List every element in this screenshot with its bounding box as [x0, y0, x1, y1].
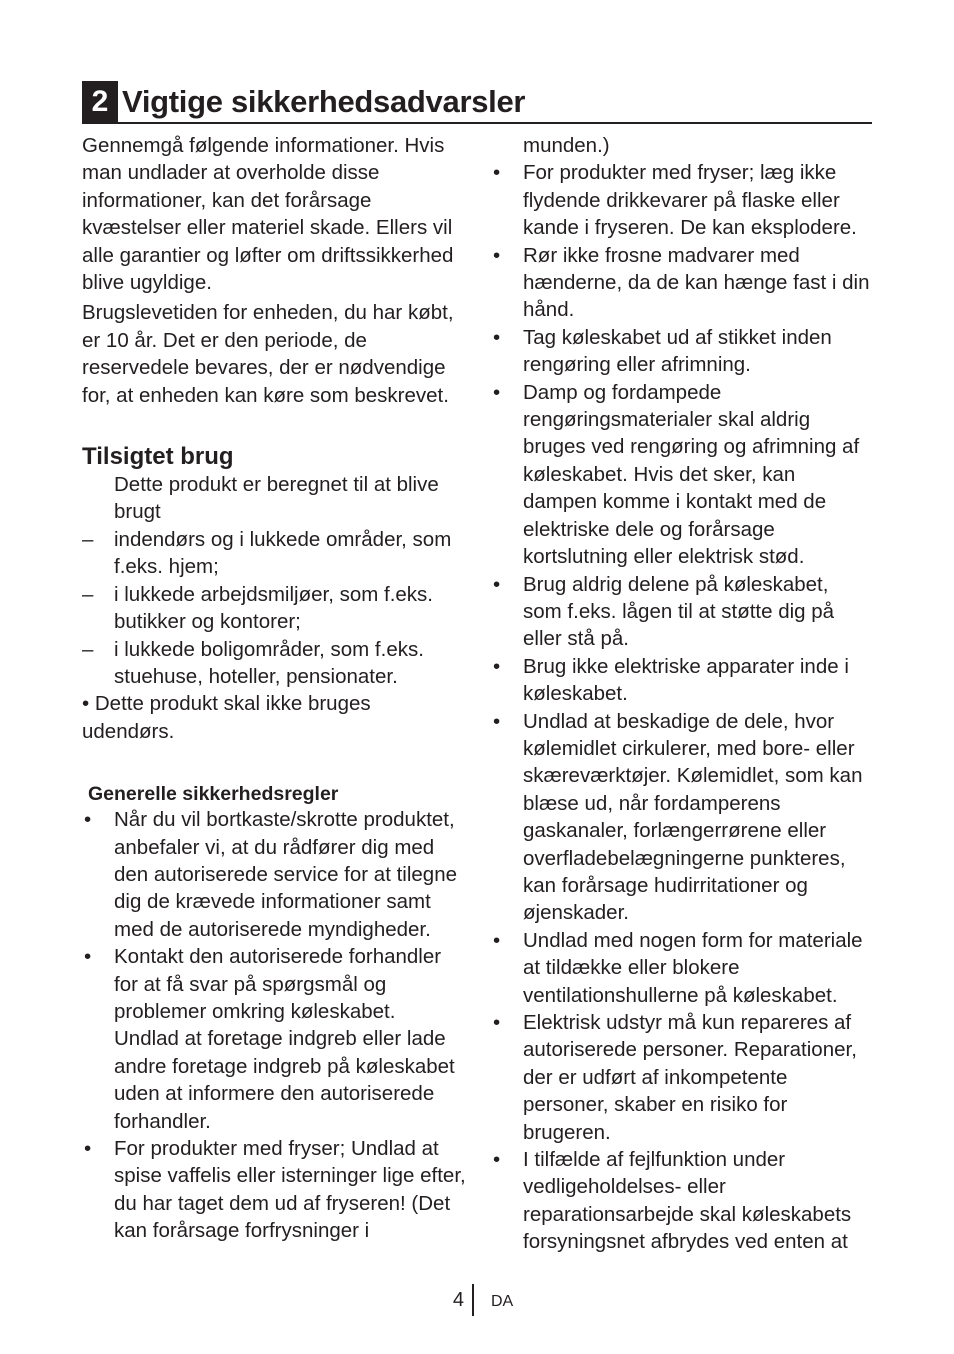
general-safety-heading: Generelle sikkerhedsregler	[88, 783, 339, 806]
list-item: • Elektrisk udstyr må kun repareres af autoriserede personer. Reparationer, der er udført af inkompetente personer, skaber en risiko for brugeren.	[491, 1009, 871, 1146]
list-item: • I tilfælde af fejlfunktion under vedligeholdelses- eller reparationsarbejde skal køleskabets forsyningsnet afbrydes ved enten at	[491, 1146, 871, 1256]
language-code: DA	[491, 1293, 514, 1310]
intro-paragraph: Gennemgå følgende informationer. Hvis man undlader at overholde disse informationer, kan det forårsage kvæstelser eller materiel skade. Ellers vil alle garantier og løfter om driftssikkerhed blive ugyldige.	[82, 134, 454, 295]
lifetime-paragraph: Brugslevetiden for enheden, du har købt, er 10 år. Det er den periode, de reservedele bevares, der er nødvendige for, at enheden kan køre som beskrevet.	[82, 301, 454, 407]
section-header	[82, 78, 872, 124]
list-item: • Rør ikke frosne madvarer med hænderne, da de kan hænge fast i din hånd.	[491, 242, 871, 324]
list-item: • For produkter med fryser; Undlad at spise vaffelis eller isterninger lige efter, du har taget dem ud af fryseren! (Det kan forårsage forfrysninger i	[82, 1135, 466, 1245]
outdoor-note: • Dette produkt skal ikke bruges udendørs.	[82, 692, 371, 743]
list-item: • Undlad med nogen form for materiale at tildække eller blokere ventilationshullerne på køleskabet.	[491, 927, 871, 1009]
list-item: • Når du vil bortkaste/skrotte produktet, anbefaler vi, at du rådfører dig med den autoriserede service for at tilegne dig de krævede informationer samt med de autoriserede myndigheder.	[82, 806, 466, 943]
intended-use-list	[82, 526, 466, 690]
list-item: • Damp og fordampede rengøringsmaterialer skal aldrig bruges ved rengøring og afrimning af køleskabet. Hvis det sker, kan dampen komme i kontakt med de elektriske dele og forårsage kortslutning eller elektrisk stød.	[491, 379, 871, 571]
continuation-text: munden.)	[523, 134, 610, 157]
intended-use-lead: Dette produkt er beregnet til at blive brugt	[114, 473, 439, 524]
list-item: • Undlad at beskadige de dele, hvor kølemidlet cirkulerer, med bore- eller skæreværktøjer. Kølemidlet, som kan blæse ud, når fordamperens gaskanaler, forlængerrørene eller overfladebelægningerne punkteres, kan forårsage hudirritationer og øjenskader.	[491, 708, 871, 927]
section-title: Vigtige sikkerhedsadvarsler	[122, 84, 526, 119]
safety-list	[491, 159, 871, 1255]
page-number: 4	[452, 1289, 464, 1311]
list-item: • Tag køleskabet ud af stikket inden rengøring eller afrimning.	[491, 324, 871, 379]
footer-divider	[472, 1284, 474, 1316]
section-number: 2	[82, 81, 118, 122]
right-column	[491, 132, 871, 1256]
list-item: • Brug ikke elektriske apparater inde i køleskabet.	[491, 653, 871, 708]
list-item: • For produkter med fryser; læg ikke flydende drikkevarer på flaske eller kande i fryseren. De kan eksplodere.	[491, 159, 871, 241]
list-item: – i lukkede arbejdsmiljøer, som f.eks. butikker og kontorer;	[82, 581, 466, 636]
page-footer	[0, 1284, 954, 1316]
list-item: • Kontakt den autoriserede forhandler for at få svar på spørgsmål og problemer omkring køleskabet. Undlad at foretage indgreb eller lade andre foretage indgreb på køleskabet uden at informere den autoriserede forhandler.	[82, 943, 466, 1135]
general-safety-list	[82, 806, 466, 1245]
intended-use-heading: Tilsigtet brug	[82, 443, 234, 471]
left-column	[82, 132, 466, 1245]
list-item: – indendørs og i lukkede områder, som f.eks. hjem;	[82, 526, 466, 581]
list-item: – i lukkede boligområder, som f.eks. stuehuse, hoteller, pensionater.	[82, 636, 466, 691]
list-item: • Brug aldrig delene på køleskabet, som f.eks. lågen til at støtte dig på eller stå på.	[491, 571, 871, 653]
